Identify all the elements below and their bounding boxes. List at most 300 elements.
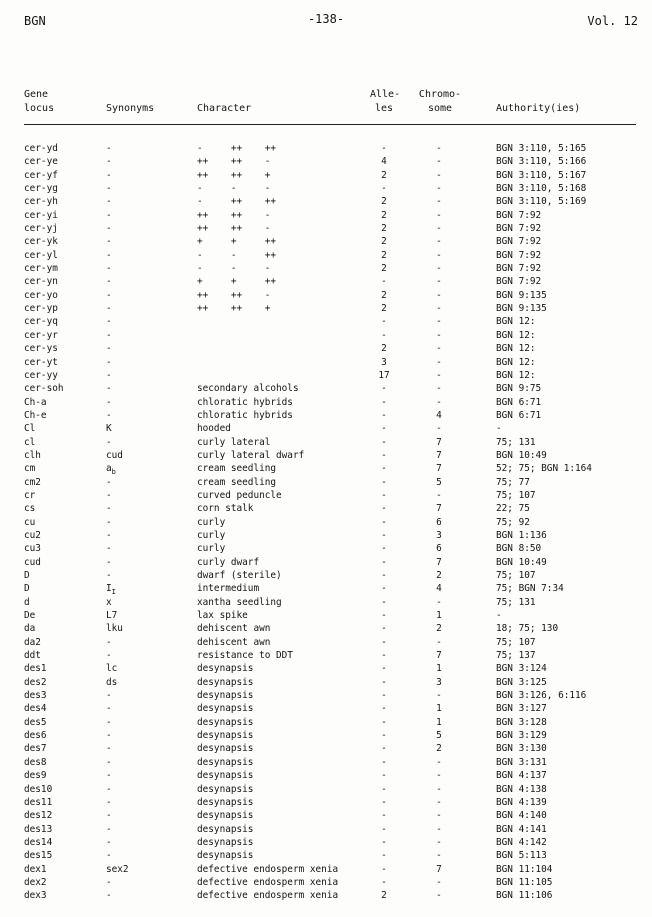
gene-locus-cell bbox=[24, 462, 35, 475]
character-cell-text: - - - bbox=[197, 263, 271, 275]
gene-locus-cell bbox=[24, 556, 41, 569]
chromosome-cell-text: - bbox=[436, 316, 442, 328]
synonym-cell bbox=[106, 609, 117, 622]
alleles-cell bbox=[372, 329, 396, 342]
synonym-cell bbox=[106, 542, 112, 555]
alleles-cell bbox=[372, 729, 396, 742]
alleles-cell bbox=[372, 849, 396, 862]
authority-cell-text: 75; 107 bbox=[496, 570, 536, 581]
synonym-cell-text: I bbox=[106, 583, 112, 595]
gene-locus-cell bbox=[24, 662, 47, 675]
gene-locus-cell bbox=[24, 249, 58, 262]
authority-cell-text: 75; 77 bbox=[496, 476, 530, 488]
table-row bbox=[0, 716, 652, 729]
table-row bbox=[0, 662, 652, 675]
synonym-cell bbox=[106, 582, 116, 596]
character-cell-text: desynapsis bbox=[197, 836, 254, 848]
character-cell bbox=[197, 169, 270, 182]
authority-cell bbox=[496, 476, 530, 489]
synonym-cell bbox=[106, 289, 112, 302]
character-cell bbox=[197, 382, 299, 395]
gene-locus-cell-text: cs bbox=[24, 503, 36, 515]
alleles-cell bbox=[372, 609, 396, 622]
alleles-cell-text: - bbox=[381, 463, 387, 475]
chromosome-cell-text: 4 bbox=[436, 583, 442, 595]
synonym-cell bbox=[106, 315, 112, 328]
column-header-chromosome-line1: Chromo- bbox=[418, 89, 462, 100]
gene-locus-cell-text: cer-yt bbox=[24, 356, 58, 368]
table-row bbox=[0, 235, 652, 248]
synonym-cell-text: - bbox=[106, 783, 112, 795]
chromosome-cell-text: 7 bbox=[436, 463, 442, 475]
authority-cell bbox=[496, 889, 552, 902]
table-row bbox=[0, 462, 652, 475]
chromosome-cell bbox=[425, 689, 453, 702]
alleles-cell-text: 2 bbox=[381, 890, 387, 902]
chromosome-cell-text: - bbox=[436, 810, 442, 822]
table-row bbox=[0, 315, 652, 328]
gene-locus-cell-text: cr bbox=[24, 489, 36, 501]
character-cell-text: curly dwarf bbox=[197, 556, 260, 568]
alleles-cell-text: - bbox=[381, 583, 387, 595]
gene-locus-cell bbox=[24, 809, 52, 822]
table-row bbox=[0, 476, 652, 489]
gene-locus-cell bbox=[24, 836, 52, 849]
alleles-cell-text: 2 bbox=[381, 303, 387, 315]
column-header-alleles bbox=[370, 88, 401, 116]
authority-cell bbox=[496, 449, 547, 462]
synonym-cell-text: - bbox=[106, 716, 112, 728]
authority-cell-text: BGN 12: bbox=[496, 356, 536, 368]
chromosome-cell-text: - bbox=[436, 596, 442, 608]
synonym-cell-text: - bbox=[106, 516, 112, 528]
character-cell bbox=[197, 702, 253, 715]
alleles-cell bbox=[372, 689, 396, 702]
character-cell bbox=[197, 142, 276, 155]
table-row bbox=[0, 249, 652, 262]
gene-locus-cell bbox=[24, 676, 47, 689]
character-cell bbox=[197, 489, 282, 502]
authority-cell bbox=[496, 396, 541, 409]
synonym-cell-text: - bbox=[106, 489, 112, 501]
table-row bbox=[0, 516, 652, 529]
chromosome-cell-text: - bbox=[436, 383, 442, 395]
synonym-cell bbox=[106, 356, 112, 369]
authority-cell-text: BGN 10:49 bbox=[496, 449, 547, 461]
authority-cell bbox=[496, 796, 547, 809]
authority-cell-text: BGN 10:49 bbox=[496, 556, 547, 568]
chromosome-cell bbox=[425, 542, 453, 555]
chromosome-cell bbox=[425, 582, 453, 595]
alleles-cell bbox=[372, 823, 396, 836]
alleles-cell-text: - bbox=[381, 516, 387, 528]
synonym-cell bbox=[106, 636, 112, 649]
alleles-cell-text: - bbox=[381, 610, 387, 622]
character-cell bbox=[197, 849, 253, 862]
column-header-synonyms: Synonyms bbox=[106, 103, 155, 114]
chromosome-cell bbox=[425, 529, 453, 542]
character-cell bbox=[197, 222, 270, 235]
character-cell-text: ++ ++ - bbox=[197, 209, 271, 221]
chromosome-cell bbox=[425, 489, 453, 502]
alleles-cell-text: - bbox=[381, 836, 387, 848]
gene-locus-cell-text: da2 bbox=[24, 636, 41, 648]
character-cell bbox=[197, 502, 253, 515]
alleles-cell bbox=[372, 422, 396, 435]
table-row bbox=[0, 863, 652, 876]
chromosome-cell bbox=[425, 369, 453, 382]
authority-cell-text: 75; 131 bbox=[496, 436, 536, 448]
chromosome-cell-text: 7 bbox=[436, 436, 442, 448]
alleles-cell bbox=[372, 716, 396, 729]
alleles-cell-text: - bbox=[381, 329, 387, 341]
authority-cell-text: - bbox=[496, 610, 502, 622]
authority-cell bbox=[496, 289, 547, 302]
gene-locus-cell bbox=[24, 582, 30, 595]
character-cell-text: desynapsis bbox=[197, 823, 254, 835]
authority-cell bbox=[496, 636, 536, 649]
table-row bbox=[0, 529, 652, 542]
chromosome-cell bbox=[425, 849, 453, 862]
synonym-cell bbox=[106, 275, 112, 288]
alleles-cell-text: - bbox=[381, 703, 387, 715]
gene-locus-cell bbox=[24, 783, 52, 796]
alleles-cell-text: 2 bbox=[381, 249, 387, 261]
alleles-cell bbox=[372, 222, 396, 235]
character-cell-text: hooded bbox=[197, 423, 231, 435]
authority-cell-text: BGN 3:128 bbox=[496, 716, 547, 728]
authority-cell-text: BGN 12: bbox=[496, 316, 536, 328]
column-header-gene-locus bbox=[24, 88, 54, 116]
authority-cell bbox=[496, 556, 547, 569]
table-row bbox=[0, 289, 652, 302]
chromosome-cell-text: - bbox=[436, 783, 442, 795]
alleles-cell bbox=[372, 662, 396, 675]
table-row bbox=[0, 876, 652, 889]
alleles-cell-text: - bbox=[381, 650, 387, 662]
chromosome-cell-text: - bbox=[436, 236, 442, 248]
synonym-cell bbox=[106, 783, 112, 796]
character-cell-text: chloratic hybrids bbox=[197, 409, 293, 421]
authority-cell bbox=[496, 249, 541, 262]
chromosome-cell bbox=[425, 823, 453, 836]
table-row bbox=[0, 169, 652, 182]
character-cell bbox=[197, 889, 338, 902]
synonym-cell-text: - bbox=[106, 289, 112, 301]
character-cell bbox=[197, 542, 225, 555]
synonym-cell-text: cud bbox=[106, 449, 123, 461]
gene-locus-cell-text: ddt bbox=[24, 650, 41, 662]
chromosome-cell-text: - bbox=[436, 196, 442, 208]
alleles-cell bbox=[372, 315, 396, 328]
synonym-cell-text: L7 bbox=[106, 610, 118, 622]
table-row bbox=[0, 182, 652, 195]
gene-locus-cell bbox=[24, 756, 47, 769]
alleles-cell-text: - bbox=[381, 183, 387, 195]
authority-cell-text: 18; 75; 130 bbox=[496, 623, 559, 635]
synonym-cell bbox=[106, 823, 112, 836]
gene-locus-cell bbox=[24, 155, 58, 168]
alleles-cell bbox=[372, 275, 396, 288]
table-row bbox=[0, 502, 652, 515]
character-cell-text: dwarf (sterile) bbox=[197, 570, 282, 581]
alleles-cell bbox=[372, 382, 396, 395]
gene-locus-cell-text: cer-soh bbox=[24, 383, 64, 395]
alleles-cell bbox=[372, 195, 396, 208]
chromosome-cell-text: 3 bbox=[436, 529, 442, 541]
character-cell bbox=[197, 783, 253, 796]
synonym-cell-text: - bbox=[106, 223, 112, 235]
authority-cell-text: BGN 4:137 bbox=[496, 770, 547, 782]
table-row bbox=[0, 422, 652, 435]
synonym-cell bbox=[106, 449, 123, 462]
gene-locus-cell bbox=[24, 863, 47, 876]
alleles-cell bbox=[372, 542, 396, 555]
chromosome-cell bbox=[425, 409, 453, 422]
authority-cell bbox=[496, 182, 586, 195]
alleles-cell-text: 17 bbox=[378, 369, 390, 381]
character-cell-text: dehiscent awn bbox=[197, 636, 271, 648]
chromosome-cell bbox=[425, 729, 453, 742]
character-cell-text: desynapsis bbox=[197, 663, 254, 675]
chromosome-cell bbox=[425, 596, 453, 609]
gene-locus-cell bbox=[24, 489, 35, 502]
gene-locus-cell bbox=[24, 222, 58, 235]
gene-locus-cell-text: cer-yg bbox=[24, 183, 58, 195]
gene-locus-cell-text: des1 bbox=[24, 663, 47, 675]
character-cell bbox=[197, 649, 293, 662]
chromosome-cell-text: 1 bbox=[436, 663, 442, 675]
synonym-cell bbox=[106, 436, 112, 449]
synonym-cell-text: K bbox=[106, 423, 112, 435]
chromosome-cell bbox=[425, 169, 453, 182]
chromosome-cell-text: 1 bbox=[436, 610, 442, 622]
chromosome-cell-text: 7 bbox=[436, 650, 442, 662]
chromosome-cell bbox=[425, 249, 453, 262]
alleles-cell bbox=[372, 596, 396, 609]
authority-cell bbox=[496, 262, 541, 275]
authority-cell bbox=[496, 409, 541, 422]
volume-label: Vol. 12 bbox=[587, 14, 638, 28]
table-row bbox=[0, 209, 652, 222]
character-cell bbox=[197, 449, 304, 462]
chromosome-cell-text: - bbox=[436, 756, 442, 768]
authority-cell bbox=[496, 489, 536, 502]
page-number: -138- bbox=[307, 12, 345, 26]
chromosome-cell-text: - bbox=[436, 143, 442, 154]
synonym-cell-text: - bbox=[106, 356, 112, 368]
gene-locus-cell bbox=[24, 502, 35, 515]
chromosome-cell bbox=[425, 783, 453, 796]
gene-locus-cell bbox=[24, 689, 47, 702]
alleles-cell-text: - bbox=[381, 783, 387, 795]
alleles-cell-text: - bbox=[381, 276, 387, 288]
gene-locus-cell bbox=[24, 876, 47, 889]
synonym-cell bbox=[106, 716, 112, 729]
character-cell-text: intermedium bbox=[197, 583, 260, 595]
synonym-cell-text: - bbox=[106, 836, 112, 848]
synonym-cell-text: - bbox=[106, 396, 112, 408]
character-cell-text: ++ ++ + bbox=[197, 169, 271, 181]
authority-cell bbox=[496, 662, 547, 675]
gene-locus-cell-text: clh bbox=[24, 449, 41, 461]
authority-cell bbox=[496, 516, 530, 529]
chromosome-cell-text: - bbox=[436, 876, 442, 888]
chromosome-cell-text: 4 bbox=[436, 409, 442, 421]
synonym-cell bbox=[106, 249, 112, 262]
gene-locus-cell bbox=[24, 182, 58, 195]
character-cell bbox=[197, 436, 270, 449]
character-cell bbox=[197, 636, 270, 649]
synonym-cell bbox=[106, 382, 112, 395]
table-row bbox=[0, 369, 652, 382]
synonym-cell bbox=[106, 329, 112, 342]
synonym-cell-text: - bbox=[106, 303, 112, 315]
chromosome-cell-text: - bbox=[436, 183, 442, 195]
character-cell bbox=[197, 609, 248, 622]
synonym-cell-text: - bbox=[106, 249, 112, 261]
gene-locus-cell bbox=[24, 369, 58, 382]
gene-locus-cell-text: De bbox=[24, 610, 36, 622]
synonym-cell bbox=[106, 476, 112, 489]
chromosome-cell-text: - bbox=[436, 823, 442, 835]
alleles-cell bbox=[372, 569, 396, 582]
gene-locus-cell bbox=[24, 436, 35, 449]
chromosome-cell bbox=[425, 796, 453, 809]
chromosome-cell-text: - bbox=[436, 890, 442, 902]
authority-cell-text: BGN 4:139 bbox=[496, 796, 547, 808]
table-row bbox=[0, 262, 652, 275]
character-cell-text: corn stalk bbox=[197, 503, 254, 515]
synonym-cell bbox=[106, 142, 112, 155]
character-cell bbox=[197, 302, 270, 315]
synonym-cell-text: - bbox=[106, 343, 112, 355]
character-cell bbox=[197, 556, 259, 569]
synonym-cell-text: lc bbox=[106, 663, 118, 675]
authority-cell-text: BGN 7:92 bbox=[496, 236, 542, 248]
synonym-cell bbox=[106, 369, 112, 382]
alleles-cell bbox=[372, 476, 396, 489]
character-cell-text: secondary alcohols bbox=[197, 383, 299, 395]
alleles-cell bbox=[372, 863, 396, 876]
authority-cell-text: BGN 6:71 bbox=[496, 396, 542, 408]
character-cell bbox=[197, 262, 270, 275]
authority-cell bbox=[496, 209, 541, 222]
synonym-cell-text: - bbox=[106, 196, 112, 208]
chromosome-cell-text: - bbox=[436, 209, 442, 221]
gene-locus-cell-text: cer-yp bbox=[24, 303, 58, 315]
authority-cell bbox=[496, 356, 536, 369]
alleles-cell bbox=[372, 809, 396, 822]
chromosome-cell bbox=[425, 609, 453, 622]
authority-cell bbox=[496, 382, 541, 395]
table-row bbox=[0, 676, 652, 689]
gene-locus-cell bbox=[24, 329, 58, 342]
authority-cell bbox=[496, 823, 547, 836]
authority-cell-text: 22; 75 bbox=[496, 503, 530, 515]
synonym-cell bbox=[106, 662, 117, 675]
character-cell-text: resistance to DDT bbox=[197, 650, 293, 662]
alleles-cell-text: - bbox=[381, 543, 387, 555]
authority-cell-text: BGN 3:127 bbox=[496, 703, 547, 715]
gene-locus-cell-text: D bbox=[24, 570, 30, 581]
authority-cell bbox=[496, 863, 552, 876]
table-row bbox=[0, 329, 652, 342]
synonym-cell bbox=[106, 729, 112, 742]
alleles-cell-text: - bbox=[381, 436, 387, 448]
chromosome-cell bbox=[425, 702, 453, 715]
alleles-cell bbox=[372, 396, 396, 409]
character-cell bbox=[197, 796, 253, 809]
gene-locus-cell bbox=[24, 142, 58, 155]
table-row bbox=[0, 769, 652, 782]
synonym-cell bbox=[106, 462, 116, 476]
alleles-cell-text: 2 bbox=[381, 169, 387, 181]
table-row bbox=[0, 142, 652, 155]
alleles-cell-text: - bbox=[381, 449, 387, 461]
table-row bbox=[0, 222, 652, 235]
alleles-cell-text: - bbox=[381, 863, 387, 875]
table-row bbox=[0, 195, 652, 208]
gene-locus-cell bbox=[24, 289, 58, 302]
character-cell-text: - ++ ++ bbox=[197, 196, 277, 208]
chromosome-cell bbox=[425, 676, 453, 689]
alleles-cell bbox=[372, 449, 396, 462]
gene-locus-cell bbox=[24, 542, 41, 555]
column-header-character: Character bbox=[197, 103, 252, 114]
character-cell-text: ++ ++ - bbox=[197, 289, 271, 301]
alleles-cell-text: - bbox=[381, 743, 387, 755]
alleles-cell-text: - bbox=[381, 676, 387, 688]
chromosome-cell bbox=[425, 222, 453, 235]
gene-locus-cell-text: dex2 bbox=[24, 876, 47, 888]
chromosome-cell bbox=[425, 209, 453, 222]
gene-locus-cell-text: des5 bbox=[24, 716, 47, 728]
gene-locus-cell bbox=[24, 702, 47, 715]
alleles-cell-text: - bbox=[381, 663, 387, 675]
alleles-cell bbox=[372, 182, 396, 195]
character-cell bbox=[197, 596, 282, 609]
authority-cell bbox=[496, 809, 547, 822]
character-cell-text: desynapsis bbox=[197, 743, 254, 755]
authority-cell-text: BGN 3:110, 5:167 bbox=[496, 169, 587, 181]
authority-cell bbox=[496, 529, 547, 542]
gene-locus-cell-text: cer-ys bbox=[24, 343, 58, 355]
gene-locus-cell-text: des2 bbox=[24, 676, 47, 688]
alleles-cell-text: - bbox=[381, 636, 387, 648]
chromosome-cell bbox=[425, 195, 453, 208]
chromosome-cell-text: - bbox=[436, 356, 442, 368]
character-cell-text: desynapsis bbox=[197, 783, 254, 795]
authority-cell bbox=[496, 729, 547, 742]
alleles-cell bbox=[372, 796, 396, 809]
chromosome-cell bbox=[425, 516, 453, 529]
alleles-cell bbox=[372, 516, 396, 529]
alleles-cell bbox=[372, 702, 396, 715]
table-row bbox=[0, 596, 652, 609]
table-row bbox=[0, 275, 652, 288]
gene-locus-cell-text: dex3 bbox=[24, 890, 47, 902]
chromosome-cell-text: 5 bbox=[436, 730, 442, 742]
gene-locus-cell bbox=[24, 636, 41, 649]
chromosome-cell bbox=[425, 836, 453, 849]
alleles-cell bbox=[372, 142, 396, 155]
synonym-cell bbox=[106, 756, 112, 769]
gene-locus-cell-text: cer-yl bbox=[24, 249, 58, 261]
alleles-cell-text: - bbox=[381, 316, 387, 328]
gene-locus-cell-text: cer-yh bbox=[24, 196, 58, 208]
gene-locus-cell bbox=[24, 622, 35, 635]
